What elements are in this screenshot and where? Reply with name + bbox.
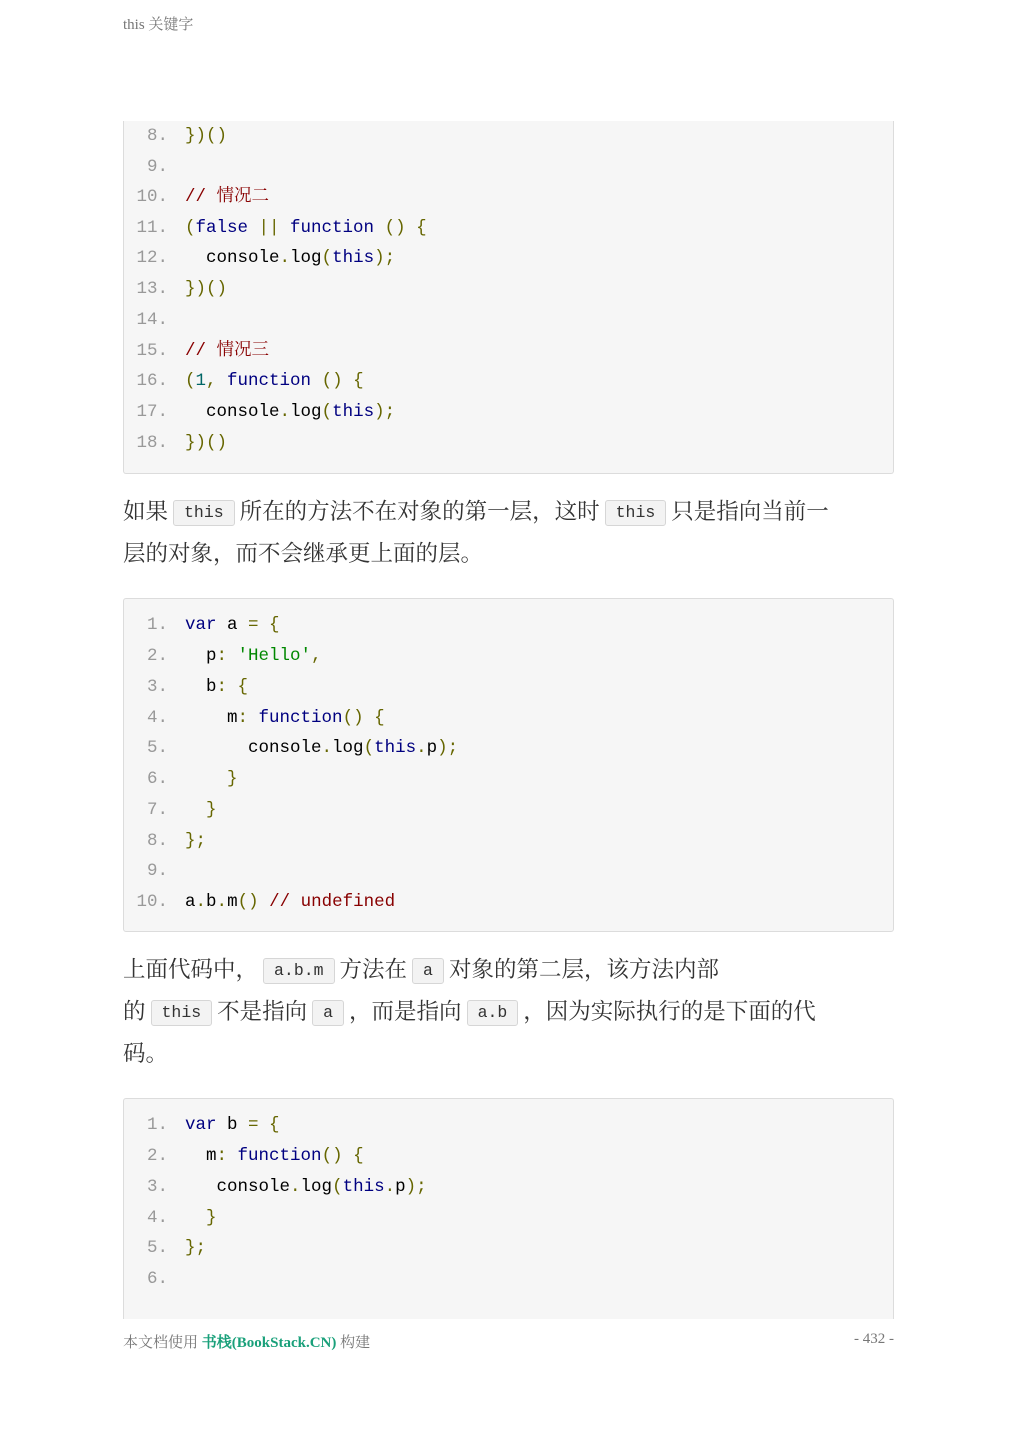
code-line: 12. console.log(this); bbox=[124, 243, 395, 274]
code-line: 8. })() bbox=[124, 121, 227, 152]
line-number: 8. bbox=[146, 831, 168, 851]
inline-code: a.b.m bbox=[263, 958, 335, 984]
code-line: 8. }; bbox=[124, 826, 206, 857]
page-number: - 432 - bbox=[854, 1331, 894, 1347]
code-line: 5. }; bbox=[124, 1233, 206, 1264]
code-line: 11. (false || function () { bbox=[124, 213, 427, 244]
line-number: 14. bbox=[136, 310, 168, 330]
inline-code: this bbox=[605, 500, 667, 526]
line-number: 1. bbox=[146, 1115, 168, 1135]
line-number: 4. bbox=[146, 708, 168, 728]
line-number: 10. bbox=[136, 187, 168, 207]
code-line bbox=[124, 1264, 185, 1295]
line-number: 6. bbox=[146, 1269, 168, 1289]
line-number: 9. bbox=[146, 157, 168, 177]
code-line: 5. console.log(this.p); bbox=[124, 733, 458, 764]
code-line: 3. b: { bbox=[124, 672, 248, 703]
paragraph-1: 如果 this 所在的方法不在对象的第一层，这时 this 只是指向当前一 层的对象，而不会继承更上面的层。 bbox=[123, 499, 829, 567]
code-line: 10. // 情况二 bbox=[124, 182, 269, 213]
line-number: 15. bbox=[136, 341, 168, 361]
line-number: 17. bbox=[136, 402, 168, 422]
running-header: this 关键字 bbox=[123, 17, 194, 33]
inline-code: this bbox=[173, 500, 235, 526]
line-number: 7. bbox=[146, 800, 168, 820]
code-block-3 bbox=[123, 1098, 894, 1319]
line-number: 6. bbox=[146, 769, 168, 789]
page-footer: 本文档使用 书栈(BookStack.CN) 构建 bbox=[123, 1335, 371, 1351]
line-number: 5. bbox=[146, 1238, 168, 1258]
code-line: 7. } bbox=[124, 795, 217, 826]
line-number: 2. bbox=[146, 646, 168, 666]
code-line: 2. p: 'Hello', bbox=[124, 641, 322, 672]
inline-code: a bbox=[412, 958, 444, 984]
code-block-2 bbox=[123, 598, 894, 932]
line-number: 2. bbox=[146, 1146, 168, 1166]
code-line: 16. (1, function () { bbox=[124, 366, 364, 397]
line-number: 1. bbox=[146, 615, 168, 635]
code-line: 4. m: function() { bbox=[124, 703, 385, 734]
line-number: 11. bbox=[136, 218, 168, 238]
inline-code: this bbox=[151, 1000, 213, 1026]
line-number: 4. bbox=[146, 1208, 168, 1228]
line-number: 12. bbox=[136, 248, 168, 268]
line-number: 13. bbox=[136, 279, 168, 299]
code-line: 18. })() bbox=[124, 428, 227, 459]
line-number: 9. bbox=[146, 861, 168, 881]
line-number: 18. bbox=[136, 433, 168, 453]
code-line: 6. } bbox=[124, 764, 238, 795]
code-line bbox=[124, 305, 185, 336]
line-number: 3. bbox=[146, 1177, 168, 1197]
code-line: 17. console.log(this); bbox=[124, 397, 395, 428]
code-line: 1. var b = { bbox=[124, 1110, 280, 1141]
code-line: 15. // 情况三 bbox=[124, 336, 269, 367]
code-block-1 bbox=[123, 121, 894, 474]
code-line: 13. })() bbox=[124, 274, 227, 305]
bookstack-link[interactable]: 书栈(BookStack.CN) bbox=[201, 1335, 337, 1351]
inline-code: a.b bbox=[467, 1000, 519, 1026]
code-line: 2. m: function() { bbox=[124, 1141, 364, 1172]
line-number: 16. bbox=[136, 371, 168, 391]
code-line: 3. console.log(this.p); bbox=[124, 1172, 427, 1203]
code-line: 4. } bbox=[124, 1203, 217, 1234]
line-number: 3. bbox=[146, 677, 168, 697]
paragraph-2: 上面代码中， a.b.m 方法在 a 对象的第二层，该方法内部 的 this 不是指向 a ，而是指向 a.b ，因为实际执行的是下面的代 码。 bbox=[123, 957, 816, 1067]
inline-code: a bbox=[312, 1000, 344, 1026]
code-line bbox=[124, 152, 185, 183]
code-line: 10. a.b.m() // undefined bbox=[124, 887, 395, 918]
line-number: 10. bbox=[136, 892, 168, 912]
code-line bbox=[124, 856, 185, 887]
line-number: 5. bbox=[146, 738, 168, 758]
line-number: 8. bbox=[146, 126, 168, 146]
code-line: 1. var a = { bbox=[124, 610, 280, 641]
